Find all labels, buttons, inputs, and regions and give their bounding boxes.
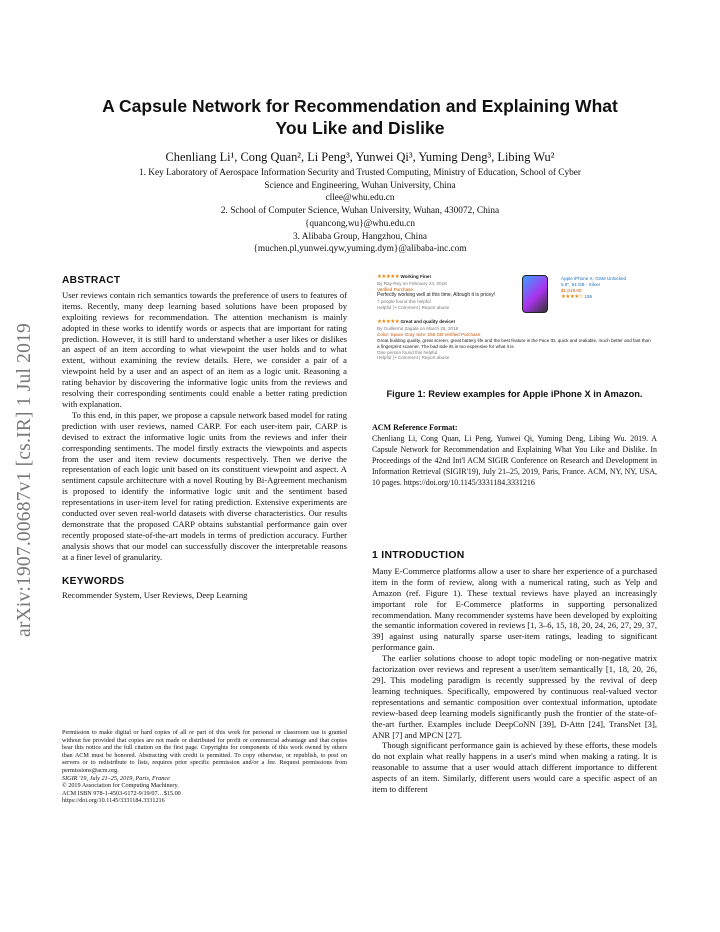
permission-text: Permission to make digital or hard copies of all or part of this work for personal or classroom use is granted without fee provided that copies are not made or distributed for profit or commercial advantage and that copies bear this notice and the full citation on the first page. Copyrights for components of this work owned by others than ACM must be honored. Abstracting with credit is permitted. To copy otherwise, or republish, to post on servers or to redistribute to lists, requires prior specific permission and/or a fee. Request permissions from permissions@acm.org. [62,729,347,774]
figure-caption: Figure 1: Review examples for Apple iPhone X in Amazon. [386,389,643,399]
introduction-paragraph-2: The earlier solutions choose to adopt topic modeling or non-negative matrix factorization over reviews and represent a user/item semantically [1, 18, 20, 26, 29]. This modeling paradigm is recently suppressed by the revival of deep learning techniques. Specifically, empowered by continuous real-valued vector representations and semantic composition over contextual information, uptodate review-based deep learning models significantly push the frontier of the state-of-the-art further. Examples include DeepCoNN [39], D-Attn [24], TransNet [3], ANR [7] and MPCN [27]. [372,653,657,740]
affiliation-line: 2. School of Computer Science, Wuhan University, Wuhan, 430072, China [220,206,500,217]
review-actions: Helpful | • Comment | Report abuse [377,355,450,361]
review-1 [377,274,522,310]
review-text: Perfectly working well at this time, Altough it is pricey! [377,291,496,298]
rating-count: 155 [584,293,593,299]
doi-line: https://doi.org/10.1145/3331184.3331216 [62,797,165,805]
product-info [561,276,656,301]
star-rating-icon: ★★★★★ [377,319,400,325]
review-byline: By Ray-Roy on February 24, 2018 [377,280,447,286]
iphone-image [522,275,548,313]
title-line-1: A Capsule Network for Recommendation and Explaining What [102,96,618,116]
helpful-count: One person found this helpful [377,349,438,355]
introduction-heading: 1 INTRODUCTION [372,550,465,561]
email-line: {quancong,wu}@whu.edu.cn [304,218,416,229]
introduction-paragraph-1: Many E-Commerce platforms allow a user to share her experience of a purchased item in the form of review, along with a numerical rating, such as Yelp and Amazon (ref. Figure 1). These textual reviews have played an increasingly important role for E-Commerce platforms in supporting personalized recommendation. Many recommender systems have been developed by exploiting the semantic information covered in reviews [1, 3–6, 15, 18, 20, 24, 26, 27, 29, 37, 39] against using naturally sparse user-item ratings, leading to significant performance gain. [372,565,657,653]
introduction-paragraph-3: Though significant performance gain is achieved by these efforts, these models do not explain what really happens in a user's mind when making a rating. It is reasonable to assume that a user would attach different importance to different aspects of an item. Similarly, different users would care a specific aspect of an item to different [372,740,657,795]
arxiv-identifier: arXiv:1907.00687v1 [cs.IR] 1 Jul 2019 [14,323,35,637]
keywords-text: Recommender System, User Reviews, Deep Learning [62,590,248,601]
author-list: Chenliang Li¹, Cong Quan², Li Peng³, Yunwei Qi³, Yuming Deng³, Libing Wu² [165,150,555,164]
figure-review-screenshot [371,272,656,374]
review-text: Great building quality, great screen, great battery life and the best feature is the Face ID, quick and realiable, much better and fast than a fingerprint scanner. The bad side its is too expensive for what it is. [377,337,651,349]
introduction-body [372,566,657,795]
abstract-paragraph-2: To this end, in this paper, we propose a capsule network based model for rating prediction with user reviews, named CARP. For each user-item pair, CARP is devised to extract the informative logic units from the reviews and infer their corresponding sentiments. The model firstly extracts the viewpoints and aspects from the user and item review documents respectively. Then we derive the representation of each logic unit based on its constituent viewpoint and aspect. A sentiment capsule architecture with a novel Routing by Bi-Agreement mechanism is proposed to identify the informative logic unit and the sentiment based representations in user-item level for rating prediction. Extensive experiments are conducted over seven real-world datasets with diverse characteristics. Our results demonstrate that the proposed CARP obtains substantial performance gain over recently proposed state-of-the-art models in terms of prediction accuracy. Further analysis shows that our model can successfully discover the interpretable reasons at a finer level of granularity. [62,409,347,562]
abstract-heading: ABSTRACT [62,275,121,286]
review-actions: Helpful | • Comment | Report abuse [377,304,450,310]
review-2 [377,319,652,361]
review-byline: By Guillermo Zagala on March 25, 2018 [377,325,459,331]
abstract-paragraph-1: User reviews contain rich semantics towards the preference of users to features of items. Recently, many deep learning based solutions have been proposed by exploiting reviews for recommendation. The attention mechanism is mainly adopted in these works to identify words or aspects that are important for rating prediction. However, it is still hard to understand whether a user likes or dislikes an aspect of an item according to what viewpoint the user holds and to what extent, without examining the review details. Here, we consider a pair of a viewpoint held by a user and an aspect of an item as a logic unit. Reasoning a rating behavior by discovering the informative logic units from the reviews and resolving their corresponding sentiments could enable a better rating prediction with explanation. [62,289,347,409]
review-meta: Color: Space Gray Size: 256 GB Verified Purchase [377,331,481,337]
permission-block [62,729,347,805]
product-name: Apple iPhone X, GSM Unlocked [561,276,627,281]
abstract-body [62,290,347,563]
acm-reference [372,422,657,488]
keywords-heading: KEYWORDS [62,575,125,587]
review-title: Working Fine! [400,274,431,279]
isbn-line: ACM ISBN 978-1-4503-6172-9/19/07…$15.00 [62,789,181,797]
title-line-2: You Like and Dislike [275,117,445,138]
helpful-count: 7 people found this helpful [377,298,431,304]
affiliation-line: 1. Key Laboratory of Aerospace Information Security and Trusted Computing, Ministry of Education, School of Cyber [138,168,582,178]
copyright-line: © 2019 Association for Computing Machinery. [62,782,179,790]
verified-badge: Verified Purchase [377,286,414,292]
email-line: {muchen.pl,yunwei.qyw,yuming.dym}@alibaba-inc.com [253,244,467,255]
left-column [62,276,347,601]
affiliations [60,167,660,256]
star-rating-icon: ★★★★★ [377,274,400,280]
paper-title [60,96,660,139]
acm-reference-heading: ACM Reference Format: [372,423,458,432]
affiliation-line: Science and Engineering, Wuhan University, China [264,180,456,191]
product-spec: 5.8", 64 GB - Silver [561,281,601,287]
conference-line: SIGIR '19, July 21–25, 2019, Paris, France [62,774,170,782]
email-line: cllee@whu.edu.cn [325,193,395,204]
product-price: $1,019.00 [561,287,582,293]
introduction-section [372,551,657,795]
star-rating-icon: ★★★★☆ [561,293,584,300]
affiliation-line: 3. Alibaba Group, Hangzhou, China [292,231,427,242]
acm-reference-text: Chenliang Li, Cong Quan, Li Peng, Yunwei Qi, Yuming Deng, Libing Wu. 2019. A Capsule Network for Recommendation and Explaining What You Like and Dislike. In Proceedings of the 42nd Int'l ACM SIGIR Conference on Research and Development in Information Retrieval (SIGIR'19), July 21–25, 2019, Paris, France. ACM, NY, NY, USA, 10 pages. https://doi.org/10.1145/3331184.3331216 [372,434,657,487]
review-title: Great and quality device! [400,319,456,324]
